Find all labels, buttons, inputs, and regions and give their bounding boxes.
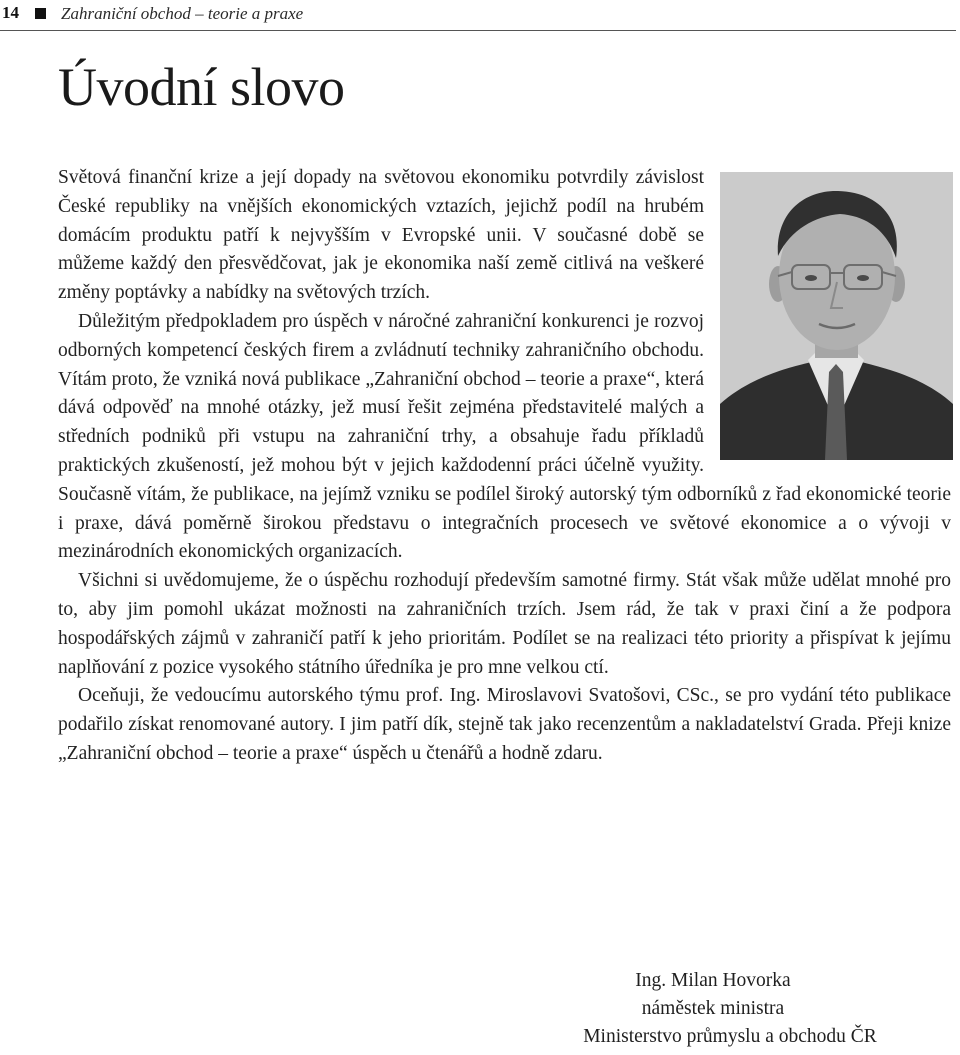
- article-body: [58, 164, 951, 769]
- running-title: Zahraniční obchod – teorie a praxe: [61, 4, 304, 23]
- photo-wrap-area: [704, 178, 951, 476]
- signature-block: [560, 967, 877, 1051]
- signature-role: náměstek ministra: [641, 998, 785, 1019]
- page-number: 14: [2, 3, 19, 22]
- paragraph-3: Všichni si uvědomujeme, že o úspěchu rozhodují především samotné firmy. Stát však může udělat mnohé pro to, aby jim pomohl ukázat možnosti na zahraničních trzích. Jsem rád, že tak v praxi činí a že podpora hospodářských zájmů v zahraničí patří k jeho prioritám. Podílet se na realizaci této priority a přispívat k jejímu naplňování z pozice vysokého státního úředníka je pro mne velkou ctí.: [58, 570, 951, 678]
- paragraph-2: Důležitým předpokladem pro úspěch v náročné zahraniční konkurenci je rozvoj odborných kompetencí českých firem a zvládnutí techniky zahraničního obchodu. Vítám proto, že vzniká nová publikace „Zahraniční obchod – teorie a praxe“, která dává odpověď na mnohé otázky, jež musí řešit zejména představitelé malých a středních podniků při vstupu na zahraniční trhy, a obsahuje řadu příkladů praktických zkušeností, jež mohou být v jejich každodenní práci účelně využity. Současně vítám, že publikace, na jejímž vzniku se podílel široký autorský tým odborníků z řad ekonomické teorie i praxe, dává poměrně širokou představu o integračních procesech ve světové ekonomice a o vývoji v mezinárodních ekonomických organizacích.: [58, 310, 951, 563]
- signature-organization: Ministerstvo průmyslu a obchodu ČR: [583, 1026, 877, 1047]
- paragraph-4: Oceňuji, že vedoucímu autorského týmu prof. Ing. Miroslavovi Svatošovi, CSc., se pro vydání této publikace podařilo získat renomované autory. I jim patří dík, stejně tak jako recenzentům a nakladatelství Grada. Přeji knize „Zahraniční obchod – teorie a praxe“ úspěch u čtenářů a hodně zdaru.: [58, 685, 951, 764]
- header-square-marker: [35, 8, 46, 19]
- header-rule: [0, 30, 956, 31]
- page-title: Úvodní slovo: [58, 57, 345, 117]
- paragraph-1: Světová finanční krize a její dopady na světovou ekonomiku potvrdily závislost České republiky na vnějších ekonomických vztazích, jejichž podíl na hrubém domácím produktu patří k nejvyšším v Evropské unii. V současné době se můžeme každý den přesvědčovat, jak je ekonomika naší země citlivá na veškeré změny poptávky a nabídky na světových trzích.: [58, 167, 704, 304]
- signature-name: Ing. Milan Hovorka: [635, 970, 791, 991]
- page-header: [0, 0, 960, 30]
